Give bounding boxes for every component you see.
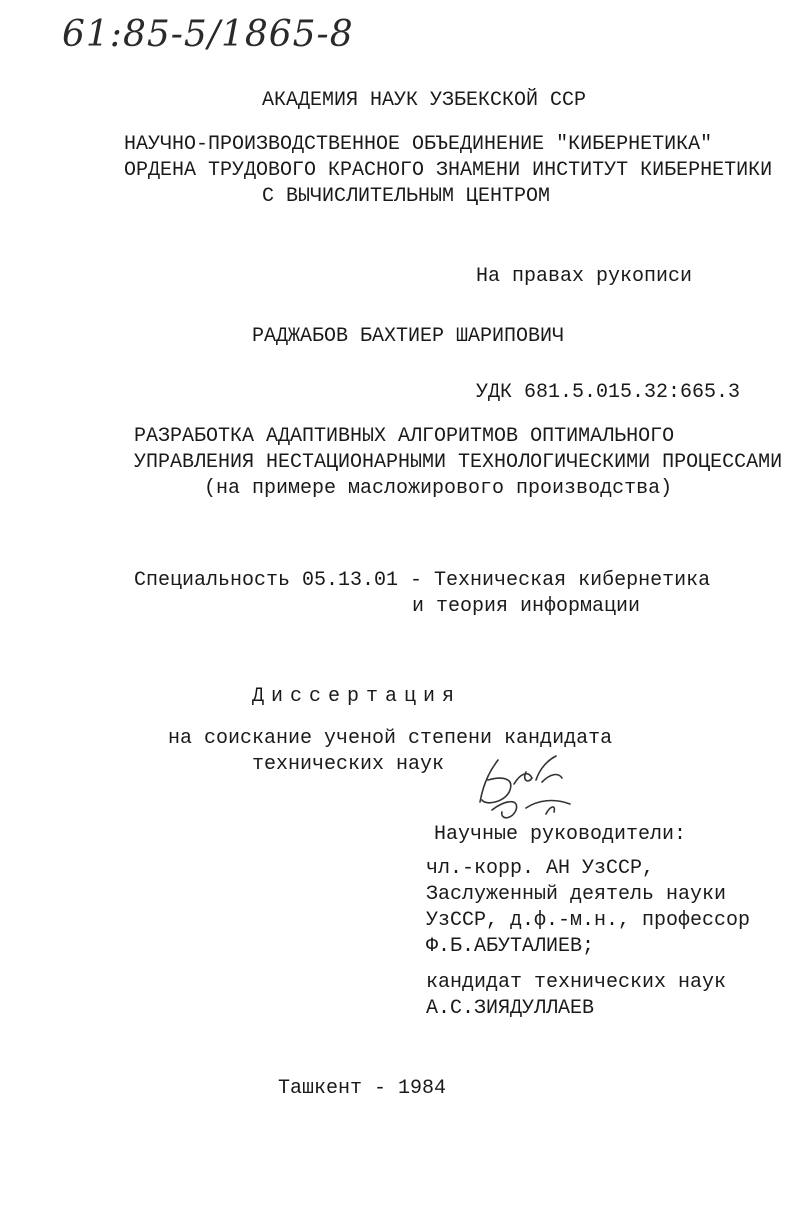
supervisor-2-line-1: кандидат технических наук [426,971,727,994]
city-year: Ташкент - 1984 [278,1077,447,1100]
supervisors-heading: Научные руководители: [434,823,687,846]
udc-code: УДК 681.5.015.32:665.3 [476,381,741,404]
rights-note: На правах рукописи [476,265,693,288]
dissertation-purpose-line-1: на соискание ученой степени кандидата [168,727,613,750]
supervisor-2-name: А.С.ЗИЯДУЛЛАЕВ [426,997,595,1020]
academy-name: АКАДЕМИЯ НАУК УЗБЕКСКОЙ ССР [262,89,587,112]
handwritten-signature [462,750,592,830]
dissertation-purpose-line-2: технических наук [252,753,445,776]
title-line-3: (на примере масложирового производства) [204,477,673,500]
supervisor-1-name: Ф.Б.АБУТАЛИЕВ; [426,935,595,958]
handwritten-archive-code: 61:85-5/1865-8 [62,14,354,55]
author-name: РАДЖАБОВ БАХТИЕР ШАРИПОВИЧ [252,325,565,348]
specialty-line-1: Специальность 05.13.01 - Техническая кибернетика [134,569,711,592]
title-line-1: РАЗРАБОТКА АДАПТИВНЫХ АЛГОРИТМОВ ОПТИМАЛЬНОГО [134,425,675,448]
supervisor-1-line-1: чл.-корр. АН УзССР, [426,857,655,880]
supervisor-1-line-3: УзССР, д.ф.-м.н., профессор [426,909,751,932]
specialty-line-2: и теория информации [412,595,641,618]
organization-line-1: НАУЧНО-ПРОИЗВОДСТВЕННОЕ ОБЪЕДИНЕНИЕ "КИБЕРНЕТИКА" [124,133,713,156]
supervisor-1-line-2: Заслуженный деятель науки [426,883,727,906]
organization-line-3: С ВЫЧИСЛИТЕЛЬНЫМ ЦЕНТРОМ [262,185,551,208]
dissertation-heading: Диссертация [252,685,462,708]
organization-line-2: ОРДЕНА ТРУДОВОГО КРАСНОГО ЗНАМЕНИ ИНСТИТУТ КИБЕРНЕТИКИ [124,159,773,182]
title-line-2: УПРАВЛЕНИЯ НЕСТАЦИОНАРНЫМИ ТЕХНОЛОГИЧЕСКИМИ ПРОЦЕССАМИ [134,451,783,474]
